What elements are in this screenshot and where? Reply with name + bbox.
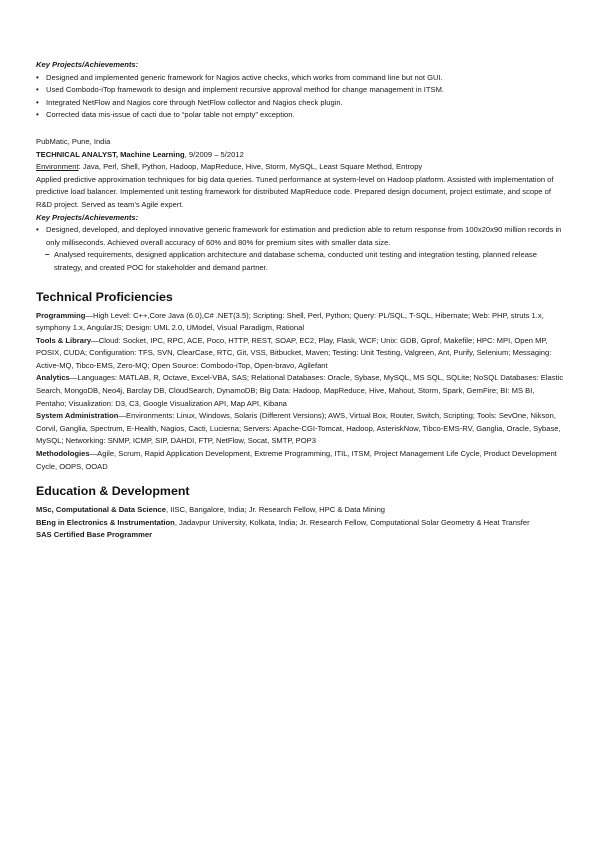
tech-text: —Languages: MATLAB, R, Octave, Excel-VBA, SAS; Relational Databases: Oracle, Sybase, MySQL, MS SQL, SQLite; NoSQL Databases: Elastic Search, MongoDB, Neo4j, Barclay DB, CloudSearch, DynamoDB; Big Data: Hadoop, MapReduce, Hive, Mahout, Storm, Spark, GemFire; BI: MS BI, Pentaho; Visualization: D3, C3, Google Visualization API, Map API, Kibana	[36, 373, 564, 408]
job-subprojects-list	[36, 249, 566, 274]
education-label: MSc, Computational & Data Science	[36, 505, 166, 515]
tech-text: —High Level: C++,Core Java (6.0),C# .NET(3.5); Scripting: Shell, Perl, Python; Query: PL/SQL, T-SQL, Hibernate; Web: PHP, struts 1.x, symphony 1.x, AngularJS; Design: UML 2.0, UModel, Visual Paradigm, Rational	[36, 310, 544, 333]
tech-label: System Administration	[36, 411, 119, 421]
list-item: ‒ Analysed requirements, designed application architecture and database schema, conducted unit testing and integration testing, planned release strategy, and created POC for stakeholder and demand partner.	[36, 249, 566, 274]
list-item: • Designed and implemented generic framework for Nagios active checks, which works from command line but not GUI.	[36, 72, 566, 85]
projects-list	[36, 72, 566, 122]
list-item: • Integrated NetFlow and Nagios core through NetFlow collector and Nagios check plugin.	[36, 97, 566, 110]
education-item	[36, 504, 566, 517]
tech-text: —Cloud: Socket, IPC, RPC, ACE, Poco, HTTP, REST, SOAP, EC2, Play, Flask, WCF; Unix: GDB, Gprof, Makefile; HPC: MPI, Open MP, POSIX, CUDA; Configuration: TFS, SVN, ClearCase, RTC, Git, VSS, Bitbucket, Maven; Testing: Unit Testing, Valgreen, Ant, Purify, Selenium; Messaging: Active-MQ, Tibco-EMS, Zero-MQ; Open Source: Combodo-iTop, Open-bravo, Agilefant	[36, 335, 552, 370]
tech-text: —Agile, Scrum, Rapid Application Development, Extreme Programming, ITIL, ITSM, Project Management Life Cycle, Product Development Cycle, OOPS, OOAD	[36, 449, 557, 471]
tech-label: Analytics	[36, 373, 70, 383]
tech-text: —Environments: Linux, Windows, Solaris (Different Versions); AWS, Virtual Box, Router, Switch, Scripting; Tools: SevOne, Nikson, Corvil, Ganglia, Spectrum, E-Health, Nagios, Cacti, Lucierna; Servers: Apache-CGI-Tomcat, Hadoop, AsteriskNow, Tibco-EMS-RV, Ganglia, Oracle, Sybase, MySQL; Networking: SNMP, ICMP, SIP, DAHDI, FTP, NetFlow, Socat, SMTP, POP3	[36, 411, 561, 446]
environment-label: Environment	[36, 162, 79, 172]
job-summary: Applied predictive approximation techniques for big data queries. Tuned performance at system-level on Hadoop platform. Assisted with implementation of predictive load balancer. Implemented unit testing framework for distributed MapReduce code. Prepared design document, project estimate, and scope of R&D project. Served as team’s Agile expert.	[36, 174, 554, 209]
projects-heading: Key Projects/Achievements:	[36, 60, 139, 69]
tech-label: Tools & Library	[36, 335, 92, 345]
tech-item	[36, 310, 566, 335]
job-title: TECHNICAL ANALYST, Machine Learning	[36, 149, 185, 159]
tech-label: Programming	[36, 310, 86, 320]
tech-label: Methodologies	[36, 449, 90, 459]
education-item	[36, 529, 566, 542]
list-item: • Designed, developed, and deployed innovative generic framework for estimation and prediction able to return response from 100x20x90 million records in only milliseconds. Achieved overall accuracy of 60% and 80% for premium sites with smaller data size.	[36, 224, 566, 249]
job-environment	[36, 161, 566, 174]
job-company: PubMatic, Pune, India	[36, 136, 111, 146]
section-heading-technical: Technical Proficiencies	[36, 289, 173, 304]
environment-text: : Java, Perl, Shell, Python, Hadoop, MapReduce, Hive, Storm, MySQL, Least Square Method, Entropy	[78, 162, 423, 172]
education-text: , IISC, Bangalore, India; Jr. Research Fellow, HPC & Data Mining	[165, 505, 386, 515]
job-projects-list	[36, 224, 566, 249]
education-text: , Jadavpur University, Kolkata, India; Jr. Research Fellow, Computational Solar Geometry & Heat Transfer	[174, 517, 530, 527]
education-label: BEng in Electronics & Instrumentation	[36, 517, 175, 527]
section-heading-education: Education & Development	[36, 484, 190, 499]
job-dates: , 9/2009 – 5/2012	[184, 149, 244, 159]
education-item	[36, 517, 566, 530]
tech-item	[36, 448, 566, 473]
list-item: • Used Combodo-iTop framework to design and implement recursive approval method for change management in ITSM.	[36, 84, 566, 97]
job-title-line	[36, 149, 566, 162]
education-label: SAS Certified Base Programmer	[36, 530, 153, 540]
list-item: • Corrected data mis-issue of cacti due to “polar table not empty” exception.	[36, 109, 566, 122]
tech-item	[36, 410, 566, 448]
tech-item	[36, 372, 566, 410]
tech-item	[36, 335, 566, 373]
job-projects-heading: Key Projects/Achievements:	[36, 212, 139, 222]
